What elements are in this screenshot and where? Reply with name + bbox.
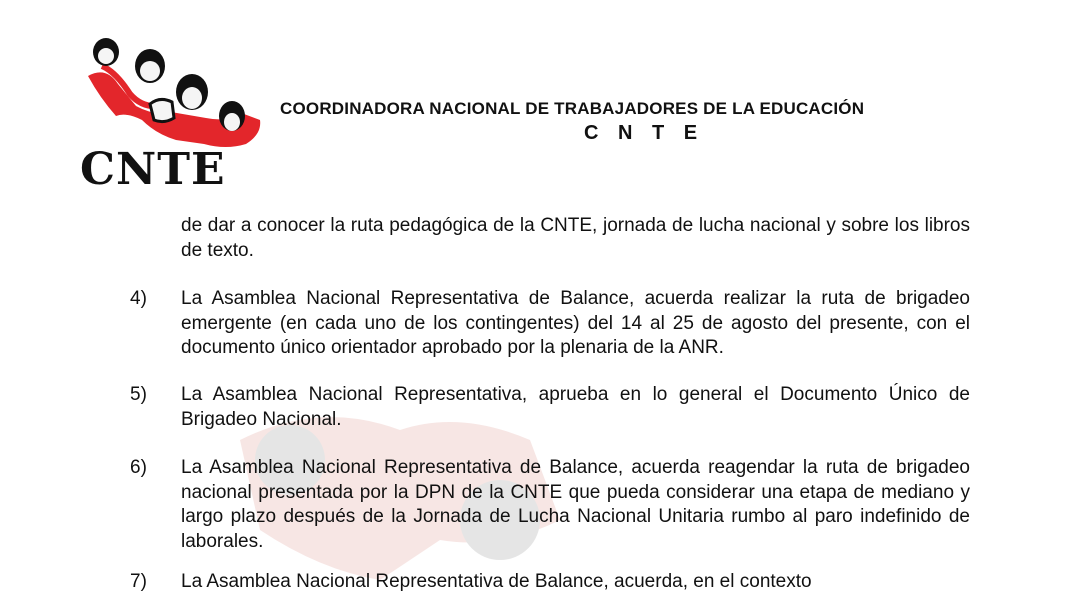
item-number: 7) — [130, 571, 147, 592]
item-number: 6) — [130, 457, 147, 478]
item-text: La Asamblea Nacional Representativa de Balance, acuerda realizar la ruta de brigadeo emergente (en cada uno de los contingentes) del 14 al 25 de agosto del presente, con el documento único orientador aprobado por la plenaria de la ANR. — [181, 288, 970, 358]
item-text: La Asamblea Nacional Representativa de Balance, acuerda reagendar la ruta de brigadeo nacional presentada por la DPN de la CNTE que pueda considerar una etapa de mediano y largo plazo después de la Jornada de Lucha Nacional Unitaria rumbo al paro indefinido de laborales. — [181, 457, 970, 552]
item-text: La Asamblea Nacional Representativa de Balance, acuerda, en el contexto — [181, 571, 812, 592]
item-text: La Asamblea Nacional Representativa, aprueba en lo general el Documento Único de Brigadeo Nacional. — [181, 384, 970, 430]
item-number: 5) — [130, 384, 147, 405]
organization-acronym: C N T E — [584, 122, 705, 144]
logo-wordmark: CNTE — [80, 144, 226, 195]
organization-name: COORDINADORA NACIONAL DE TRABAJADORES DE LA EDUCACIÓN — [280, 99, 865, 118]
continuation-paragraph: de dar a conocer la ruta pedagógica de la CNTE, jornada de lucha nacional y sobre los libros de texto. — [181, 215, 970, 261]
item-number: 4) — [130, 288, 147, 309]
